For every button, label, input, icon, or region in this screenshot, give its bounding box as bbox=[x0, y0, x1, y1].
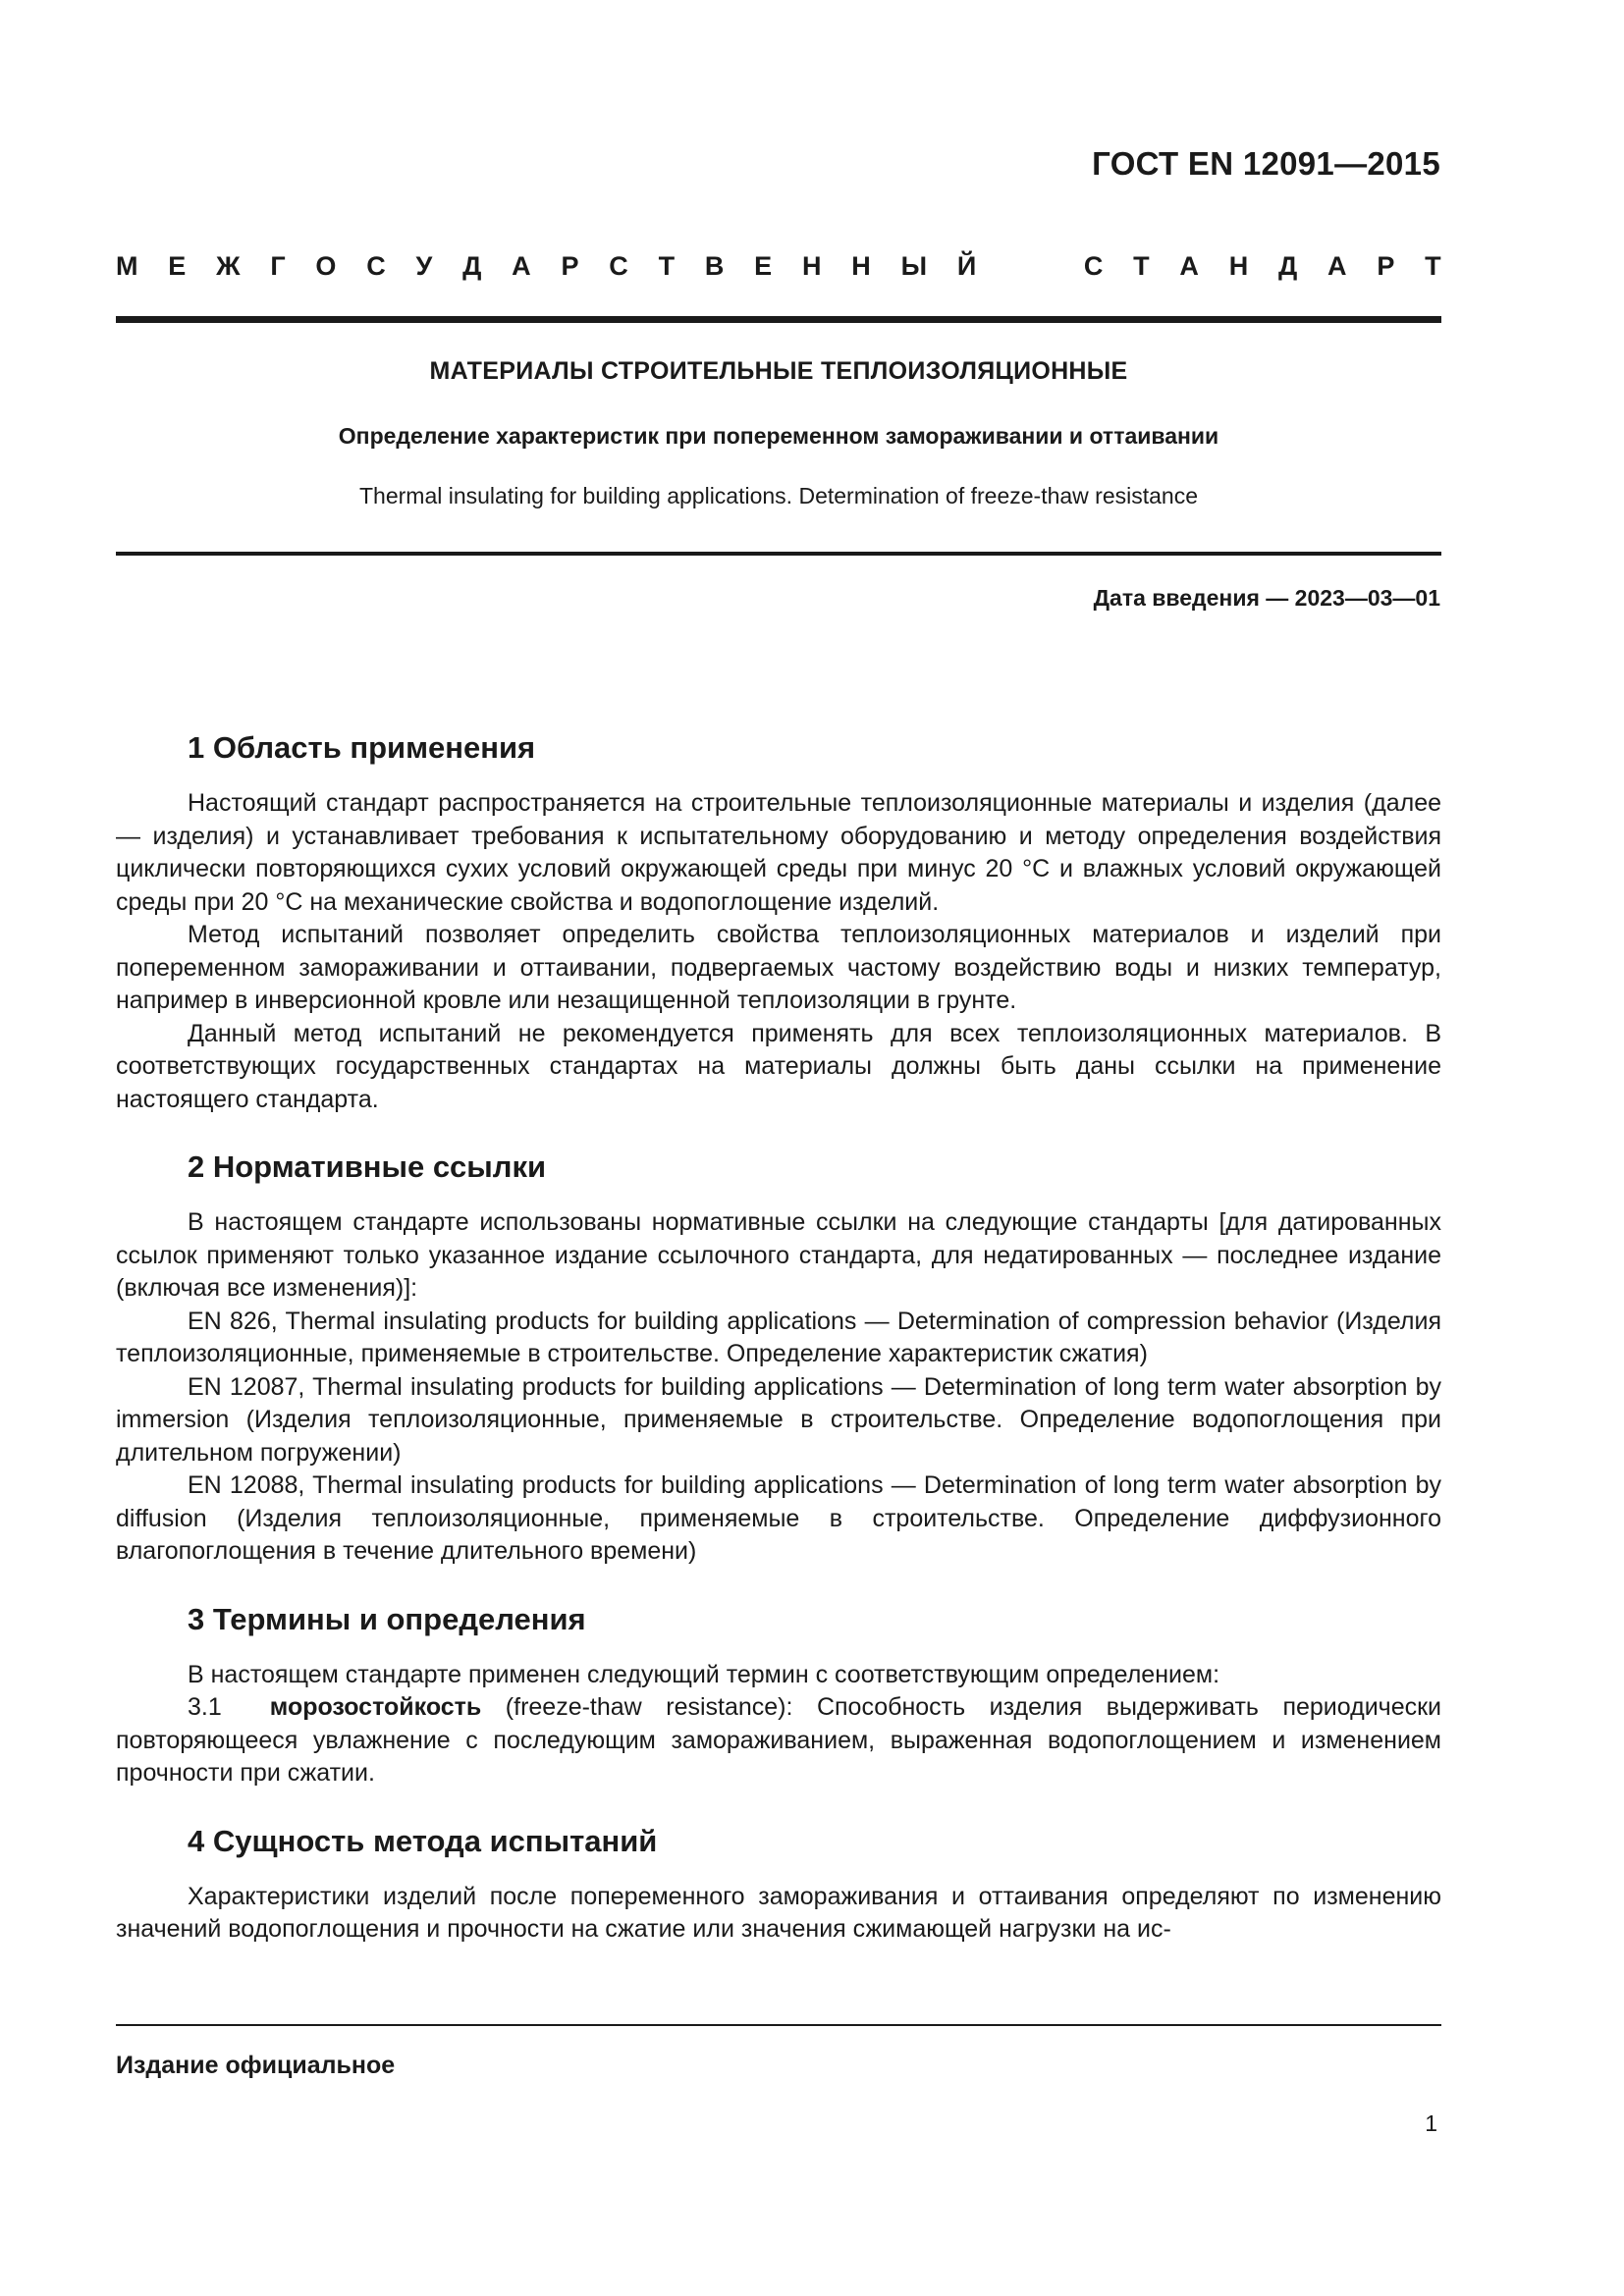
banner-letter: Е bbox=[754, 251, 773, 281]
banner-letter: Д bbox=[1278, 251, 1298, 281]
term-text: (freeze-thaw resistance): Способность изделия выдерживать периодически повторяющееся увлажнение с последующим замораживанием, выраженная водопоглощением и изменением прочности при сжатии. bbox=[116, 1693, 1441, 1787]
banner-letter: Т bbox=[1425, 251, 1441, 281]
reference-item: EN 12087, Thermal insulating products for building applications — Determination of long term water absorption by immersion (Изделия теплоизоляционные, применяемые в строительстве. Определение водопоглощения при длительном погружении) bbox=[116, 1372, 1441, 1467]
paragraph: Метод испытаний позволяет определить свойства теплоизоляционных материалов и изделий при попеременном замораживании и оттаивании, подвергаемых частому воздействию воды и низких температур, например в инверсионной кровле или незащищенной теплоизоляции в грунте. bbox=[116, 921, 1441, 1014]
banner-letter: Н bbox=[1228, 251, 1249, 281]
paragraph: Данный метод испытаний не рекомендуется применять для всех теплоизоляционных материалов. В соответствующих государственных стандартах на материалы должны быть даны ссылки на применение настоящего стандарта. bbox=[116, 1019, 1441, 1113]
section-heading: 2 Нормативные ссылки bbox=[188, 1149, 547, 1184]
banner-letter: М bbox=[116, 251, 138, 281]
banner-letter: У bbox=[415, 251, 433, 281]
banner-letter: Н bbox=[801, 251, 822, 281]
standard-subtitle: Определение характеристик при попеременном замораживании и оттаивании bbox=[338, 423, 1219, 449]
banner-letter: Й bbox=[956, 251, 977, 281]
section-terms-definitions bbox=[116, 1598, 1441, 1790]
reference-item: EN 12088, Thermal insulating products for building applications — Determination of long term water absorption by diffusion (Изделия теплоизоляционные, применяемые в строительстве. Определение диффузионного влагопоглощения в течение длительного времени) bbox=[116, 1471, 1441, 1565]
section-normative-references bbox=[116, 1146, 1441, 1569]
page-number: 1 bbox=[1425, 2110, 1437, 2136]
banner-word-gap bbox=[1006, 251, 1054, 282]
header-divider-thick bbox=[116, 316, 1441, 323]
paragraph: Характеристики изделий после попеременного замораживания и оттаивания определяют по изменению значений водопоглощения и прочности на сжатие или значения сжимающей нагрузки на ис- bbox=[116, 1882, 1441, 1943]
footer-divider bbox=[116, 2024, 1441, 2026]
term-definition bbox=[116, 1691, 1441, 1790]
banner-letter: Т bbox=[1133, 251, 1150, 281]
banner-letter: Ж bbox=[216, 251, 241, 281]
banner-letter: Ы bbox=[900, 251, 928, 281]
banner-letter: А bbox=[1179, 251, 1199, 281]
term-number: 3.1 bbox=[188, 1693, 222, 1721]
banner-letter: С bbox=[1083, 251, 1104, 281]
banner-letter: В bbox=[704, 251, 725, 281]
banner-letter: А bbox=[512, 251, 531, 281]
banner-letter: Т bbox=[658, 251, 676, 281]
banner-letter: Р bbox=[1377, 251, 1395, 281]
banner-letter: Г bbox=[270, 251, 286, 281]
document-body bbox=[116, 726, 1441, 1976]
banner-letter: С bbox=[609, 251, 628, 281]
banner-letter: Д bbox=[462, 251, 482, 281]
paragraph: Настоящий стандарт распространяется на строительные теплоизоляционные материалы и изделия (далее — изделия) и устанавливает требования к испытательному оборудованию и методу определения воздействия циклически повторяющихся сухих условий окружающей среды при минус 20 °С и влажных условий окружающей среды при 20 °С на механические свойства и водопоглощение изделий. bbox=[116, 789, 1441, 916]
section-heading: 1 Область применения bbox=[188, 730, 536, 765]
official-edition-label: Издание официальное bbox=[116, 2052, 396, 2079]
banner-letter: О bbox=[315, 251, 337, 281]
banner-letter: Н bbox=[851, 251, 871, 281]
section-heading: 4 Сущность метода испытаний bbox=[188, 1823, 658, 1858]
section-scope bbox=[116, 726, 1441, 1116]
standard-title: МАТЕРИАЛЫ СТРОИТЕЛЬНЫЕ ТЕПЛОИЗОЛЯЦИОННЫЕ bbox=[429, 357, 1128, 385]
paragraph: В настоящем стандарте использованы нормативные ссылки на следующие стандарты [для датированных ссылок применяют только указанное издание ссылочного стандарта, для недатированных — последнее издание (включая все изменения)]: bbox=[116, 1208, 1441, 1302]
banner-letter: Е bbox=[168, 251, 187, 281]
reference-item: EN 826, Thermal insulating products for building applications — Determination of compression behavior (Изделия теплоизоляционные, применяемые в строительстве. Определение характеристик сжатия) bbox=[116, 1307, 1441, 1367]
introduction-date: Дата введения — 2023—03—01 bbox=[1093, 585, 1440, 611]
banner-letter: С bbox=[366, 251, 386, 281]
standard-english-title: Thermal insulating for building applications. Determination of freeze-thaw resistance bbox=[359, 483, 1198, 508]
banner-letter: А bbox=[1327, 251, 1347, 281]
interstate-standard-banner bbox=[116, 251, 1441, 282]
title-divider bbox=[116, 552, 1441, 556]
banner-letter: Р bbox=[561, 251, 579, 281]
paragraph: В настоящем стандарте применен следующий термин с соответствующим определением: bbox=[188, 1660, 1220, 1688]
document-code: ГОСТ EN 12091—2015 bbox=[1092, 145, 1440, 182]
section-heading: 3 Термины и определения bbox=[188, 1601, 586, 1636]
section-method-essence bbox=[116, 1820, 1441, 1947]
term-name: морозостойкость bbox=[269, 1693, 482, 1721]
